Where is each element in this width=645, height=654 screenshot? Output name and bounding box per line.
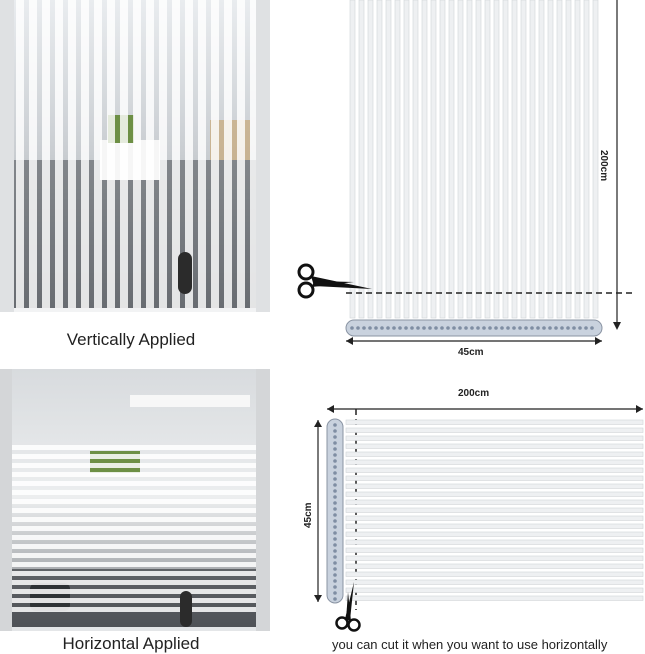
scissors-icon [334, 582, 364, 632]
vertical-applied-photo [0, 0, 270, 312]
horizontal-photo-art [0, 369, 270, 631]
vertical-applied-caption: Vertically Applied [66, 330, 196, 349]
scissors-icon [294, 262, 374, 302]
horizontal-width-label: 200cm [458, 388, 490, 399]
horizontal-applied-photo [0, 369, 270, 631]
horizontal-applied-caption: Horizontal Applied [62, 634, 200, 653]
cut-note: you can cut it when you want to use horizontally [332, 637, 608, 652]
vertical-width-label: 45cm [458, 347, 484, 358]
horizontal-height-label: 45cm [303, 502, 314, 528]
vertical-height-label: 200cm [598, 150, 609, 182]
vertical-photo-art [0, 0, 270, 312]
